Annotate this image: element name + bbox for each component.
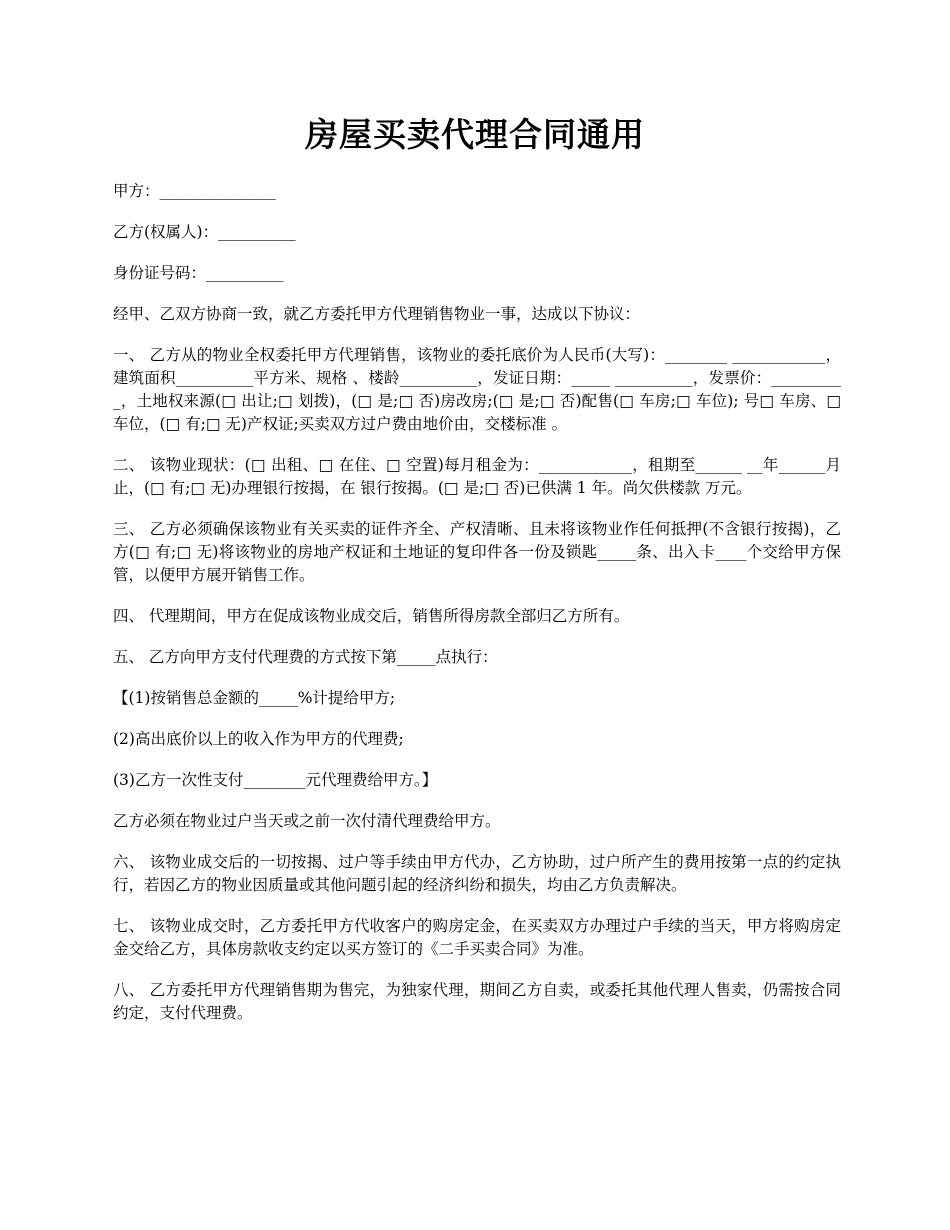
clause-6: 六、 该物业成交后的一切按揭、过户等手续由甲方代办，乙方协助，过户所产生的费用按第一点的约定执行，若因乙方的物业因质量或其他问题引起的经济纠纷和损失，均由乙方负责解决。 xyxy=(113,853,841,894)
id-number-line: 身份证号码：__________ xyxy=(113,264,284,282)
clause-5: 五、 乙方向甲方支付代理费的方式按下第_____点执行： xyxy=(113,648,498,666)
preamble: 经甲、乙双方协商一致，就乙方委托甲方代理销售物业一事，达成以下协议： xyxy=(113,305,641,323)
clause-3: 三、 乙方必须确保该物业有关买卖的证件齐全、产权清晰、且未将该物业作任何抵押(不含银行按揭)，乙方(□ 有;□ 无)将该物业的房地产权证和土地证的复印件各一份及锁匙_____条、出入卡____个交给甲方保管，以便甲方展开销售工作。 xyxy=(113,520,841,584)
clause-5-option-2: (2)高出底价以上的收入作为甲方的代理费; xyxy=(113,730,404,748)
clause-5-note: 乙方必须在物业过户当天或之前一次付清代理费给甲方。 xyxy=(113,812,501,830)
party-a-line: 甲方：_______________ xyxy=(113,182,276,200)
clause-4: 四、 代理期间，甲方在促成该物业成交后，销售所得房款全部归乙方所有。 xyxy=(113,607,630,625)
clause-2: 二、 该物业现状：(□ 出租、□ 在住、□ 空置)每月租金为：____________，租期至______ __年______月止，(□ 有;□ 无)办理银行按揭，在 银行按揭。(□ 是;□ 否)已供满 1 年。尚欠供楼款 万元。 xyxy=(113,456,841,497)
clause-8: 八、 乙方委托甲方代理销售期为售完，为独家代理，期间乙方自卖，或委托其他代理人售卖，仍需按合同约定，支付代理费。 xyxy=(113,981,841,1022)
clause-7: 七、 该物业成交时，乙方委托甲方代收客户的购房定金，在买卖双方办理过户手续的当天，甲方将购房定金交给乙方，具体房款收支约定以买方签订的《二手买卖合同》为准。 xyxy=(113,917,841,958)
clause-5-option-3: (3)乙方一次性支付________元代理费给甲方。】 xyxy=(113,771,438,789)
clause-1: 一、 乙方从的物业全权委托甲方代理销售，该物业的委托底价为人民币(大写)：________ ____________，建筑面积__________平方米、规格 、楼龄__________，发证日期：_____ __________，发票价：__________，土地权来源(□ 出让;□ 划拨)，(□ 是;□ 否)房改房;(□ 是;□ 否)配售(□ 车房;□ 车位); 号□ 车房、□ 车位，(□ 有;□ 无)产权证;买卖双方过户费由地价由，交楼标准 。 xyxy=(113,346,841,433)
document-body xyxy=(113,180,841,1043)
party-b-line: 乙方(权属人)：__________ xyxy=(113,223,296,241)
clause-5-option-1: 【(1)按销售总金额的_____%计提给甲方; xyxy=(113,689,396,707)
document-title: 房屋买卖代理合同通用 xyxy=(305,115,645,154)
